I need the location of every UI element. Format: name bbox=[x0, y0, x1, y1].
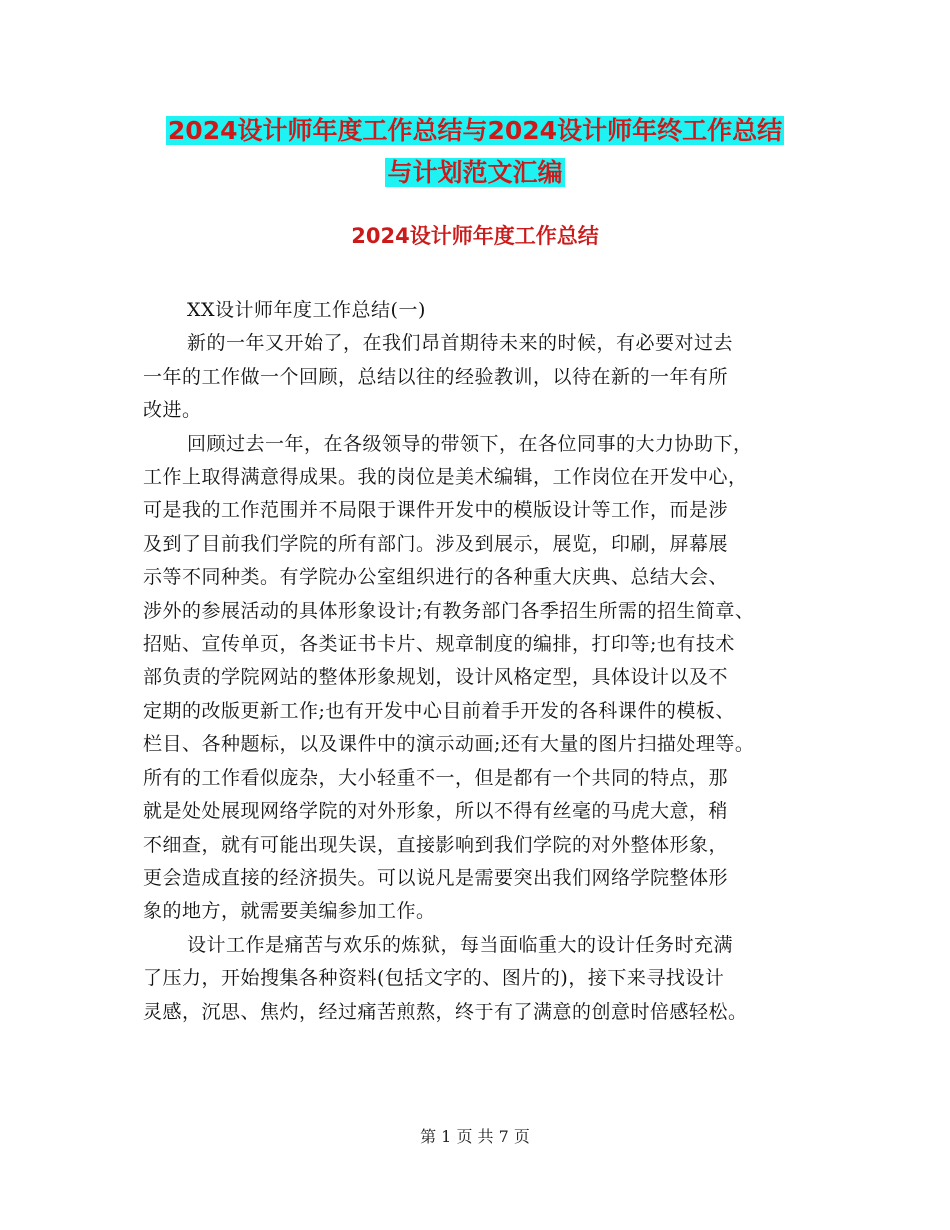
document-title-line-1: 2024设计师年度工作总结与2024设计师年终工作总结 bbox=[167, 116, 783, 145]
body-line: 涉外的参展活动的具体形象设计;有教务部门各季招生所需的招生简章、 bbox=[143, 599, 755, 622]
body-line: 回顾过去一年，在各级领导的带领下，在各位同事的大力协助下， bbox=[187, 432, 753, 455]
document-title-line-2: 与计划范文汇编 bbox=[387, 158, 563, 187]
document-body bbox=[143, 294, 833, 1029]
body-line: 更会造成直接的经济损失。可以说凡是需要突出我们网络学院整体形 bbox=[143, 866, 729, 889]
body-line: 设计工作是痛苦与欢乐的炼狱，每当面临重大的设计任务时充满 bbox=[187, 933, 734, 956]
body-line: 示等不同种类。有学院办公室组织进行的各种重大庆典、总结大会、 bbox=[143, 566, 729, 589]
body-line: 象的地方，就需要美编参加工作。 bbox=[143, 900, 436, 923]
body-line: 新的一年又开始了，在我们昂首期待未来的时候，有必要对过去 bbox=[187, 332, 734, 355]
body-line: 部负责的学院网站的整体形象规划，设计风格定型，具体设计以及不 bbox=[143, 666, 729, 689]
body-line: 招贴、宣传单页，各类证书卡片、规章制度的编排，打印等;也有技术 bbox=[143, 633, 735, 656]
body-line: 定期的改版更新工作;也有开发中心目前着手开发的各科课件的模板、 bbox=[143, 699, 735, 722]
section-title: 2024设计师年度工作总结 bbox=[351, 224, 599, 248]
document-title bbox=[0, 110, 950, 194]
body-line: 工作上取得满意得成果。我的岗位是美术编辑，工作岗位在开发中心， bbox=[143, 466, 748, 489]
body-line: 灵感，沉思、焦灼，经过痛苦煎熬，终于有了满意的创意时倍感轻松。 bbox=[143, 1000, 748, 1023]
body-line: 所有的工作看似庞杂，大小轻重不一，但是都有一个共同的特点，那 bbox=[143, 766, 729, 789]
body-line: 改进。 bbox=[143, 399, 202, 422]
body-line: 可是我的工作范围并不局限于课件开发中的模版设计等工作，而是涉 bbox=[143, 499, 729, 522]
body-line: 了压力，开始搜集各种资料(包括文字的、图片的)，接下来寻找设计 bbox=[143, 967, 725, 990]
body-line: 一年的工作做一个回顾，总结以往的经验教训，以待在新的一年有所 bbox=[143, 365, 729, 388]
page-footer: 第 1 页 共 7 页 bbox=[420, 1127, 530, 1146]
body-line: 不细查，就有可能出现失误，直接影响到我们学院的对外整体形象， bbox=[143, 833, 729, 856]
body-line: 就是处处展现网络学院的对外形象，所以不得有丝毫的马虎大意，稍 bbox=[143, 800, 729, 823]
body-line: 栏目、各种题标，以及课件中的演示动画;还有大量的图片扫描处理等。 bbox=[143, 733, 755, 756]
body-line: XX设计师年度工作总结(一) bbox=[187, 299, 426, 321]
body-line: 及到了目前我们学院的所有部门。涉及到展示，展览，印刷，屏幕展 bbox=[143, 532, 729, 555]
